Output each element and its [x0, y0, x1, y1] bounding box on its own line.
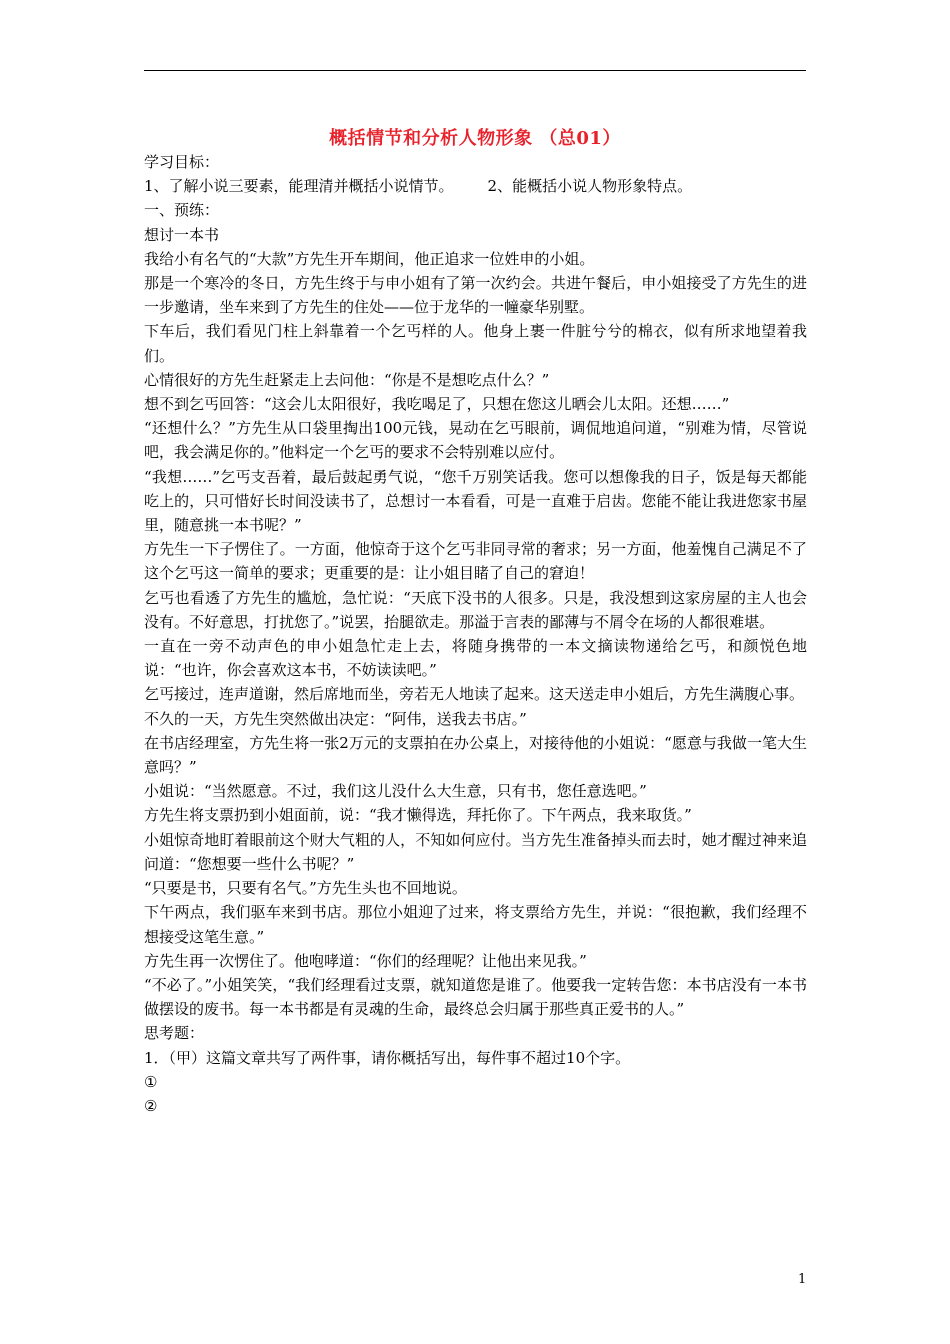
goals-heading: 学习目标： — [144, 153, 220, 171]
story-paragraph: 不久的一天，方先生突然做出决定：“阿伟，送我去书店。” — [144, 709, 527, 728]
story-paragraph: “不必了。”小姐笑笑，“我们经理看过支票，就知道您是谁了。他要我一定转告您：本书店没有一本书做摆设的废书。每一本书都是有灵魂的生命，最终总会归属于那些真正爱书的人。” — [144, 975, 807, 1019]
question-1: 1．（甲）这篇文章共写了两件事，请你概括写出，每件事不超过10个字。 — [144, 1048, 631, 1067]
story-paragraph: “我想……”乞丐支吾着，最后鼓起勇气说，“您千万别笑话我。您可以想像我的日子，饭是每天都能吃上的，只可惜好长时间没读书了，总想讨一本看看，可是一直难于启齿。您能不能让我进您家书屋里，随意挑一本书呢？” — [144, 467, 807, 535]
goals-line — [144, 174, 807, 198]
story-paragraph: 想不到乞丐回答：“这会儿太阳很好，我吃喝足了，只想在您这儿晒会儿太阳。还想……” — [144, 395, 730, 414]
section-heading: 一、预练： — [144, 201, 220, 220]
answer-mark-1: ① — [144, 1072, 158, 1091]
story-paragraph: 下午两点，我们驱车来到书店。那位小姐迎了过来，将支票给方先生，并说：“很抱歉，我们经理不想接受这笔生意。” — [144, 903, 807, 946]
document-body — [144, 150, 807, 1118]
story-paragraph: 乞丐也看透了方先生的尴尬，急忙说：“天底下没书的人很多。只是，我没想到这家房屋的主人也会没有。不好意思，打扰您了。”说罢，抬腿欲走。那溢于言表的鄙薄与不屑令在场的人都很难堪。 — [144, 588, 807, 631]
story-paragraph: 我给小有名气的“大款”方先生开车期间，他正追求一位姓申的小姐。 — [144, 249, 595, 268]
story-paragraph: 在书店经理室，方先生将一张2万元的支票拍在办公桌上，对接待他的小姐说：“愿意与我做一笔大生意吗？” — [144, 733, 807, 777]
story-paragraph: 方先生将支票扔到小姐面前，说：“我才懒得选，拜托你了。下午两点，我来取货。” — [144, 806, 692, 825]
header-rule — [144, 70, 806, 71]
story-title: 想讨一本书 — [144, 225, 220, 244]
answer-mark-2: ② — [144, 1096, 158, 1115]
questions-heading: 思考题： — [144, 1024, 205, 1043]
story-paragraph: 心情很好的方先生赶紧走上去问他：“你是不是想吃点什么？” — [144, 370, 550, 389]
story-paragraph: 小姐说：“当然愿意。不过，我们这儿没什么大生意，只有书，您任意选吧。” — [144, 782, 647, 801]
story-paragraph: 方先生一下子愣住了。一方面，他惊奇于这个乞丐非同寻常的奢求；另一方面，他羞愧自己满足不了这个乞丐这一简单的要求；更重要的是：让小姐目睹了自己的窘迫！ — [144, 540, 807, 583]
story-paragraph: 那是一个寒冷的冬日，方先生终于与申小姐有了第一次约会。共进午餐后，申小姐接受了方先生的进一步邀请，坐车来到了方先生的住处——位于龙华的一幢豪华别墅。 — [144, 274, 807, 317]
goal-item: 1、了解小说三要素，能理清并概括小说情节。 — [144, 177, 454, 196]
story-paragraph: 方先生再一次愣住了。他咆哮道：“你们的经理呢？让他出来见我。” — [144, 951, 587, 970]
story-paragraph: 下车后，我们看见门柱上斜靠着一个乞丐样的人。他身上裹一件脏兮兮的棉衣，似有所求地望着我们。 — [144, 322, 807, 365]
story-paragraph: “还想什么？”方先生从口袋里掏出100元钱，晃动在乞丐眼前，调侃地追问道，“别难为情，尽管说吧，我会满足你的。”他料定一个乞丐的要求不会特别难以应付。 — [144, 419, 807, 462]
page-number: 1 — [798, 1272, 807, 1287]
story-paragraph: “只要是书，只要有名气。”方先生头也不回地说。 — [144, 879, 467, 898]
story-paragraph: 小姐惊奇地盯着眼前这个财大气粗的人，不知如何应付。当方先生准备掉头而去时，她才醒过神来追问道：“您想要一些什么书呢？” — [144, 830, 807, 873]
document-title: 概括情节和分析人物形象 （总01） — [329, 128, 621, 149]
story-paragraph: 乞丐接过，连声道谢，然后席地而坐，旁若无人地读了起来。这天送走申小姐后，方先生满腹心事。 — [144, 685, 805, 704]
goal-item: 2、能概括小说人物形象特点。 — [487, 177, 693, 196]
story-paragraph: 一直在一旁不动声色的申小姐急忙走上去，将随身携带的一本文摘读物递给乞丐，和颜悦色地说：“也许，你会喜欢这本书，不妨读读吧。” — [144, 637, 807, 680]
